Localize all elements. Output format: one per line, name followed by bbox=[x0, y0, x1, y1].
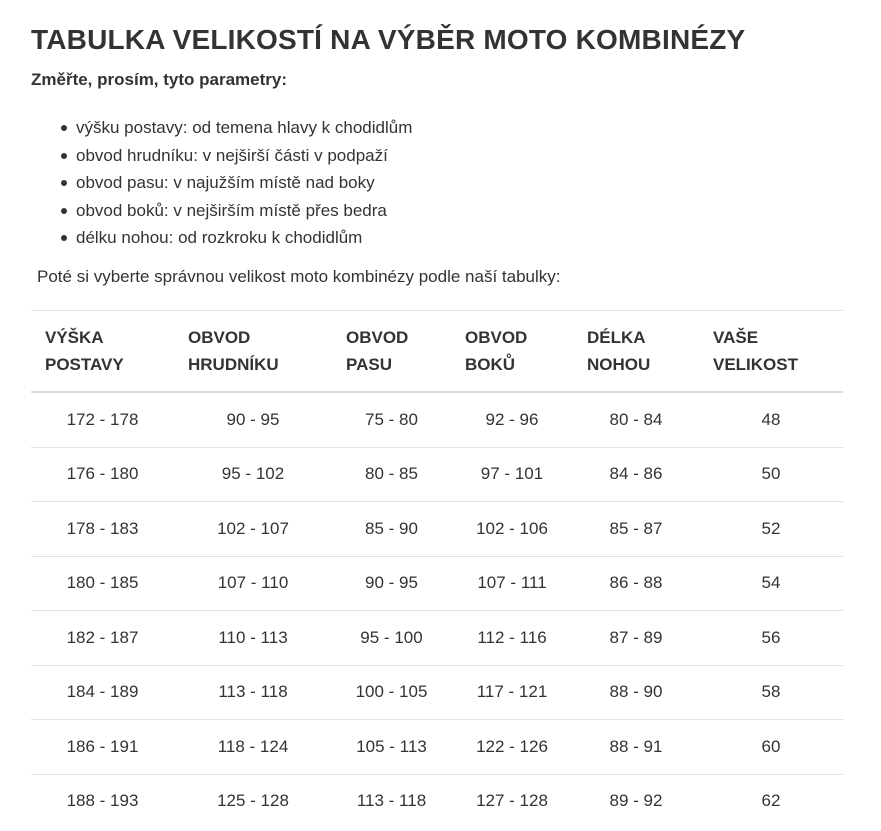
table-row bbox=[31, 556, 843, 611]
column-header-hips: OBVOD BOKŮ bbox=[451, 311, 573, 393]
table-cell: 113 - 118 bbox=[356, 791, 427, 811]
list-item: obvod boků: v nejširším místě přes bedra bbox=[76, 197, 412, 225]
table-cell: 88 - 90 bbox=[573, 665, 699, 720]
table-row bbox=[31, 774, 843, 828]
table-cell: 122 - 126 bbox=[451, 720, 573, 775]
table-row bbox=[31, 392, 843, 447]
measurement-parameter-list bbox=[76, 114, 412, 252]
page-title: TABULKA VELIKOSTÍ NA VÝBĚR MOTO KOMBINÉZY bbox=[31, 24, 746, 55]
table-row bbox=[31, 720, 843, 775]
size-table bbox=[31, 310, 843, 828]
column-header-size: VAŠE VELIKOST bbox=[699, 311, 843, 393]
table-body bbox=[31, 392, 843, 828]
table-cell: 87 - 89 bbox=[573, 611, 699, 666]
table-cell: 184 - 189 bbox=[31, 665, 174, 720]
table-cell: 117 - 121 bbox=[451, 665, 573, 720]
table-cell: 85 - 90 bbox=[332, 502, 451, 557]
table-cell: 180 - 185 bbox=[31, 556, 174, 611]
list-item: obvod hrudníku: v nejširší části v podpaží bbox=[76, 142, 412, 170]
table-cell: 100 - 105 bbox=[332, 665, 451, 720]
table-cell: 102 - 106 bbox=[451, 502, 573, 557]
table-cell: 172 - 178 bbox=[31, 392, 174, 447]
list-item: obvod pasu: v najužším místě nad boky bbox=[76, 169, 412, 197]
table-cell: 48 bbox=[699, 392, 843, 447]
table-cell: 107 - 111 bbox=[451, 556, 573, 611]
table-cell: 58 bbox=[699, 665, 843, 720]
table-cell: 90 - 95 bbox=[174, 392, 332, 447]
table-cell: 102 - 107 bbox=[174, 502, 332, 557]
table-cell: 178 - 183 bbox=[31, 502, 174, 557]
table-row bbox=[31, 611, 843, 666]
table-header-row bbox=[31, 311, 843, 393]
table-cell: 107 - 110 bbox=[174, 556, 332, 611]
table-cell: 118 - 124 bbox=[174, 720, 332, 775]
table-cell: 80 - 84 bbox=[573, 392, 699, 447]
table-cell: 80 - 85 bbox=[332, 447, 451, 502]
table-cell: 62 bbox=[761, 791, 781, 811]
table-cell: 182 - 187 bbox=[31, 611, 174, 666]
list-item: výšku postavy: od temena hlavy k chodidlům bbox=[76, 114, 412, 142]
column-header-leg-length: DÉLKA NOHOU bbox=[573, 311, 699, 393]
table-cell: 95 - 102 bbox=[174, 447, 332, 502]
table-cell: 75 - 80 bbox=[332, 392, 451, 447]
table-cell: 113 - 118 bbox=[174, 665, 332, 720]
table-cell: 92 - 96 bbox=[451, 392, 573, 447]
table-cell: 54 bbox=[699, 556, 843, 611]
table-intro-text: Poté si vyberte správnou velikost moto kombinézy podle naší tabulky: bbox=[37, 267, 561, 286]
table-cell: 56 bbox=[699, 611, 843, 666]
table-row bbox=[31, 502, 843, 557]
table-cell: 97 - 101 bbox=[451, 447, 573, 502]
table-cell: 85 - 87 bbox=[573, 502, 699, 557]
table-cell: 52 bbox=[699, 502, 843, 557]
table-cell: 95 - 100 bbox=[332, 611, 451, 666]
list-item: délku nohou: od rozkroku k chodidlům bbox=[76, 224, 412, 252]
column-header-chest: OBVOD HRUDNÍKU bbox=[174, 311, 332, 393]
table-cell: 60 bbox=[699, 720, 843, 775]
table-cell: 105 - 113 bbox=[332, 720, 451, 775]
column-header-waist: OBVOD PASU bbox=[332, 311, 451, 393]
table-row bbox=[31, 665, 843, 720]
column-header-height: VÝŠKA POSTAVY bbox=[31, 311, 174, 393]
table-cell: 89 - 92 bbox=[609, 791, 663, 811]
measure-instructions-heading: Změřte, prosím, tyto parametry: bbox=[31, 70, 288, 89]
table-cell: 125 - 128 bbox=[217, 791, 289, 811]
table-cell: 127 - 128 bbox=[476, 791, 548, 811]
table-row bbox=[31, 447, 843, 502]
table-cell: 86 - 88 bbox=[573, 556, 699, 611]
table-cell: 188 - 193 bbox=[66, 791, 139, 811]
table-cell: 88 - 91 bbox=[573, 720, 699, 775]
table-cell: 50 bbox=[699, 447, 843, 502]
table-cell: 176 - 180 bbox=[31, 447, 174, 502]
table-cell: 84 - 86 bbox=[573, 447, 699, 502]
table-cell: 112 - 116 bbox=[451, 611, 573, 666]
table-cell: 110 - 113 bbox=[174, 611, 332, 666]
table-cell: 90 - 95 bbox=[332, 556, 451, 611]
table-cell: 186 - 191 bbox=[31, 720, 174, 775]
